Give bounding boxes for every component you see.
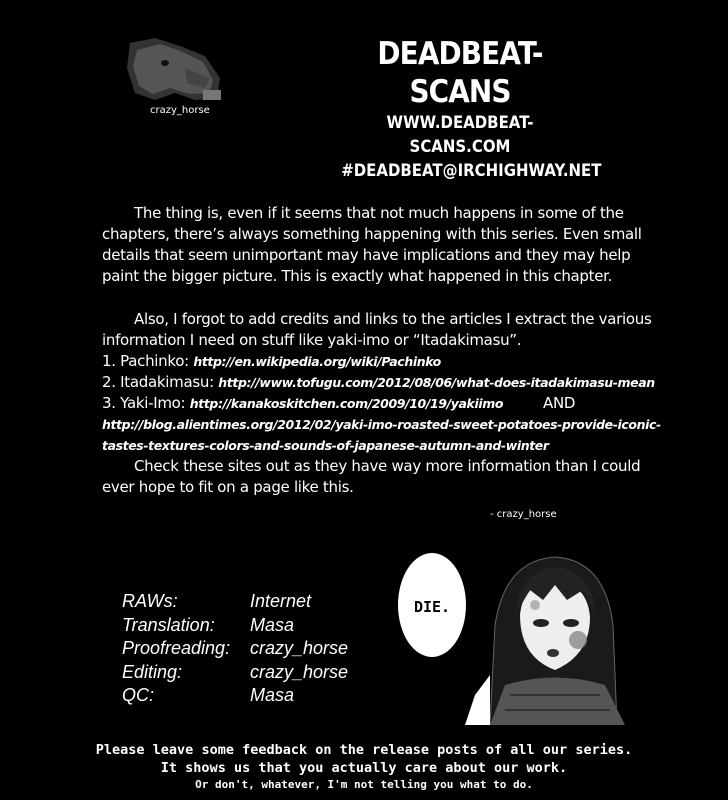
footer-line-2: It shows us that you actually care about our work. <box>160 760 568 776</box>
reference-label: 2. Itadakimasu: <box>102 373 219 391</box>
signoff: - crazy_horse <box>490 509 557 520</box>
reference-extra-1 <box>102 414 662 435</box>
reference-link: http://en.wikipedia.org/wiki/Pachinko <box>193 354 441 369</box>
reference-2 <box>102 372 662 393</box>
credit-row <box>122 590 348 614</box>
credit-role: RAWs: <box>122 591 178 611</box>
translator-note <box>102 203 662 498</box>
credit-row <box>122 614 348 638</box>
note-paragraph-1: The thing is, even if it seems that not much happens in some of the chapters, there’s always something happening with this series. Even small details that seem unimportant may have implications and they may help paint the bigger picture. This is exactly what happened in this chapter. <box>102 204 642 285</box>
speech-text: DIE. <box>413 598 451 616</box>
reference-3 <box>102 393 662 414</box>
credit-name: Masa <box>250 685 295 705</box>
credit-role: Proofreading: <box>122 638 231 658</box>
credit-row <box>122 637 348 661</box>
logo-caption: crazy_horse <box>150 105 210 116</box>
group-title: DEADBEAT-SCANS <box>377 36 543 110</box>
reference-1 <box>102 351 662 372</box>
credit-row <box>122 661 348 685</box>
credit-name: crazy_horse <box>250 661 349 682</box>
credit-name: Masa <box>250 614 295 635</box>
note-paragraph-3: Check these sites out as they have way more information than I could ever hope to fit on a page like this. <box>102 457 641 496</box>
and-word: AND <box>543 394 576 412</box>
credit-role: QC: <box>122 685 155 705</box>
credit-row <box>122 684 348 708</box>
credit-name: crazy_horse <box>250 638 349 658</box>
credit-name: Internet <box>250 591 312 611</box>
reference-link: tastes-textures-colors-and-sounds-of-japanese-autumn-and-winter <box>102 438 549 453</box>
staff-credits <box>122 590 348 708</box>
footer-line-3: Or don't, whatever, I'm not telling you what to do. <box>195 778 533 791</box>
credit-role: Translation: <box>122 614 215 635</box>
reference-link: http://blog.alientimes.org/2012/02/yaki-imo-roasted-sweet-potatoes-provide-iconic- <box>102 417 661 432</box>
reference-extra-2 <box>102 435 662 456</box>
reference-label: 3. Yaki-Imo: <box>102 394 190 412</box>
website-address: WWW.DEADBEAT-SCANS.COM <box>386 113 534 157</box>
footer-line-1: Please leave some feedback on the release posts of all our series. <box>95 742 633 758</box>
footer-message <box>0 741 728 792</box>
credit-role: Editing: <box>122 661 183 682</box>
reference-link: http://www.tofugu.com/2012/08/06/what-does-itadakimasu-mean <box>218 375 655 390</box>
irc-channel: #DEADBEAT@IRCHIGHWAY.NET <box>341 161 602 181</box>
reference-label: 1. Pachinko: <box>102 352 194 370</box>
site-header <box>325 35 602 183</box>
reference-link: http://kanakoskitchen.com/2009/10/19/yakiimo <box>189 396 504 411</box>
manga-girl-illustration <box>395 545 645 725</box>
note-paragraph-2: Also, I forgot to add credits and links to the articles I extract the various information I need on stuff like yaki-imo or “Itadakimasu”. <box>102 310 652 349</box>
